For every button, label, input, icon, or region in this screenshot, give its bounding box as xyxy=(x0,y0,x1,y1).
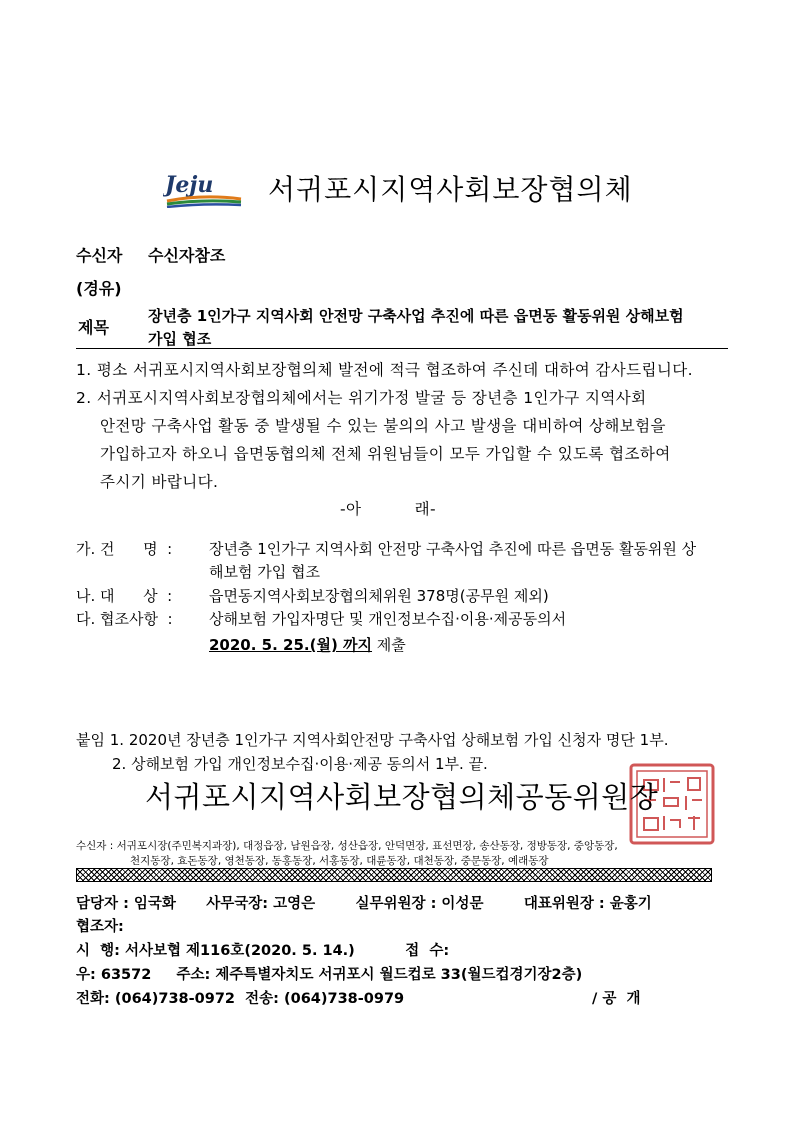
paragraph-1: 1. 평소 서귀포시지역사회보장협의체 발전에 적극 협조하여 주신데 대하여 감사드립니다. xyxy=(76,361,693,379)
divider xyxy=(76,348,728,349)
paragraph-2-line-1: 2. 서귀포시지역사회보장협의체에서는 위기가정 발굴 등 장년층 1인가구 지역사회 xyxy=(76,389,647,407)
item-ga-line-1: 장년층 1인가구 지역사회 안전망 구축사업 추진에 따른 읍면동 활동위원 상 xyxy=(209,540,697,558)
below-heading: -아 래- xyxy=(340,500,437,518)
via-label: (경유) xyxy=(76,279,122,298)
paragraph-2-line-3: 가입하고자 하오니 읍면동협의체 전체 위원님들이 모두 가입할 수 있도록 협조하여 xyxy=(100,445,671,463)
paragraph-2-line-2: 안전망 구축사업 활동 중 발생될 수 있는 불의의 사고 발생을 대비하여 상해보험을 xyxy=(100,417,666,435)
footer-cooperator: 협조자: xyxy=(76,919,124,935)
item-na-label: 나. 대 상 : xyxy=(76,587,173,605)
footer-staff: 담당자 : 임국화 사무국장: 고영은 실무위원장 : 이성문 대표위원장 : 윤홍기 xyxy=(76,896,652,912)
subject-line-2: 가입 협조 xyxy=(148,330,212,348)
sender-title: 서귀포시지역사회보장협의체공동위원장 xyxy=(145,780,659,814)
recipient-value: 수신자참조 xyxy=(148,246,226,265)
footer-phone: 전화: (064)738-0972 전송: (064)738-0979 xyxy=(76,991,405,1007)
deadline: 2020. 5. 25.(월) 까지 xyxy=(209,636,373,654)
subject-label: 제목 xyxy=(78,318,109,337)
footer-enforce: 시 행: 서사보협 제116호(2020. 5. 14.) 접 수: xyxy=(76,943,450,959)
recipients-line-2: 천지동장, 효돈동장, 영천동장, 동홍동장, 서홍동장, 대륜동장, 대천동장, 중문동장, 예래동장 xyxy=(130,855,549,867)
item-ga-line-2: 해보험 가입 협조 xyxy=(209,563,320,581)
attachment-1: 붙임 1. 2020년 장년층 1인가구 지역사회안전망 구축사업 상해보험 가입 신청자 명단 1부. xyxy=(76,731,669,749)
hatched-divider xyxy=(76,868,712,882)
org-name: 서귀포시지역사회보장협의체 xyxy=(268,173,633,206)
paragraph-2-line-4: 주시기 바랍니다. xyxy=(100,473,219,491)
item-da-label: 다. 협조사항 : xyxy=(76,610,173,628)
item-ga-label: 가. 건 명 : xyxy=(76,540,173,558)
deadline-suffix: 제출 xyxy=(372,636,406,654)
item-da-value: 상해보험 가입자명단 및 개인정보수집·이용·제공동의서 xyxy=(209,610,567,628)
footer-disclosure: / 공 개 xyxy=(592,991,641,1007)
footer-address: 우: 63572 주소: 제주특별자치도 서귀포시 월드컵로 33(월드컵경기장2층) xyxy=(76,967,583,983)
recipient-label: 수신자 xyxy=(76,246,123,265)
subject-line-1: 장년층 1인가구 지역사회 안전망 구축사업 추진에 따른 읍면동 활동위원 상해보험 xyxy=(148,307,684,325)
recipients-line-1: 수신자 : 서귀포시장(주민복지과장), 대정읍장, 남원읍장, 성산읍장, 안덕면장, 표선면장, 송산동장, 정방동장, 중앙동장, xyxy=(76,840,618,852)
logo-text: Jeju xyxy=(165,172,214,198)
deadline-line xyxy=(209,634,406,655)
jeju-logo xyxy=(163,168,245,208)
item-na-value: 읍면동지역사회보장협의체위원 378명(공무원 제외) xyxy=(209,587,549,605)
attachment-2: 2. 상해보험 가입 개인정보수집·이용·제공 동의서 1부. 끝. xyxy=(112,755,488,773)
